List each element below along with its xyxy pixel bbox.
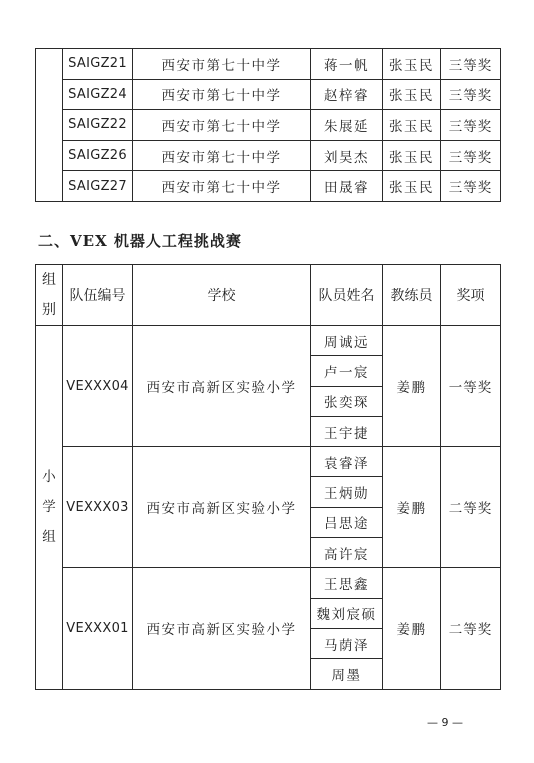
award: 三等奖	[441, 110, 501, 141]
vex-results-table	[35, 264, 501, 690]
member-name: 张奕琛	[311, 386, 383, 416]
team-code: SAIGZ22	[63, 110, 133, 141]
table-row	[36, 49, 501, 80]
section-title: 二、VEX 机器人工程挑战赛	[38, 232, 242, 250]
award: 三等奖	[441, 140, 501, 171]
member-name: 王思鑫	[311, 568, 383, 598]
school-name: 西安市高新区实验小学	[133, 568, 311, 689]
school-name: 西安市高新区实验小学	[133, 326, 311, 447]
table-row	[36, 110, 501, 141]
header-team-code: 队伍编号	[63, 265, 133, 326]
school-name: 西安市高新区实验小学	[133, 447, 311, 568]
table-row	[36, 326, 501, 356]
header-group: 组 别	[36, 265, 63, 326]
school-name: 西安市第七十中学	[133, 49, 311, 80]
prev-results-table	[35, 48, 501, 202]
team-code: VEXXX01	[63, 568, 133, 689]
member-name: 卢一宸	[311, 356, 383, 386]
school-name: 西安市第七十中学	[133, 110, 311, 141]
team-code: SAIGZ27	[63, 171, 133, 202]
team-code: VEXXX04	[63, 326, 133, 447]
team-code: VEXXX03	[63, 447, 133, 568]
header-coach: 教练员	[383, 265, 441, 326]
group-cell: 小 学 组	[36, 326, 63, 690]
table-row	[36, 140, 501, 171]
member-name: 周诚远	[311, 326, 383, 356]
header-school: 学校	[133, 265, 311, 326]
coach-name: 姜鹏	[383, 447, 441, 568]
award: 三等奖	[441, 49, 501, 80]
school-name: 西安市第七十中学	[133, 140, 311, 171]
member-name: 王宇捷	[311, 416, 383, 446]
group-cell	[36, 49, 63, 202]
member-name: 刘昊杰	[311, 140, 383, 171]
member-name: 王炳勋	[311, 477, 383, 507]
member-name: 高许宸	[311, 538, 383, 568]
page-number: — 9 —	[427, 716, 463, 729]
header-award: 奖项	[441, 265, 501, 326]
coach-name: 姜鹏	[383, 568, 441, 689]
table-header-row	[36, 265, 501, 326]
member-name: 马荫泽	[311, 628, 383, 658]
award: 一等奖	[441, 326, 501, 447]
team-code: SAIGZ26	[63, 140, 133, 171]
member-name: 朱展延	[311, 110, 383, 141]
school-name: 西安市第七十中学	[133, 171, 311, 202]
table-row	[36, 568, 501, 598]
table-row	[36, 171, 501, 202]
award: 三等奖	[441, 79, 501, 110]
member-name: 吕思途	[311, 507, 383, 537]
award: 三等奖	[441, 171, 501, 202]
coach-name: 张玉民	[383, 79, 441, 110]
member-name: 赵梓睿	[311, 79, 383, 110]
member-name: 田晟睿	[311, 171, 383, 202]
team-code: SAIGZ24	[63, 79, 133, 110]
coach-name: 张玉民	[383, 140, 441, 171]
coach-name: 张玉民	[383, 110, 441, 141]
coach-name: 姜鹏	[383, 326, 441, 447]
award: 二等奖	[441, 447, 501, 568]
team-code: SAIGZ21	[63, 49, 133, 80]
header-members: 队员姓名	[311, 265, 383, 326]
member-name: 蒋一帆	[311, 49, 383, 80]
award: 二等奖	[441, 568, 501, 689]
table-row	[36, 79, 501, 110]
member-name: 周墨	[311, 659, 383, 689]
school-name: 西安市第七十中学	[133, 79, 311, 110]
member-name: 袁睿泽	[311, 447, 383, 477]
member-name: 魏刘宸硕	[311, 598, 383, 628]
table-row	[36, 447, 501, 477]
coach-name: 张玉民	[383, 171, 441, 202]
coach-name: 张玉民	[383, 49, 441, 80]
